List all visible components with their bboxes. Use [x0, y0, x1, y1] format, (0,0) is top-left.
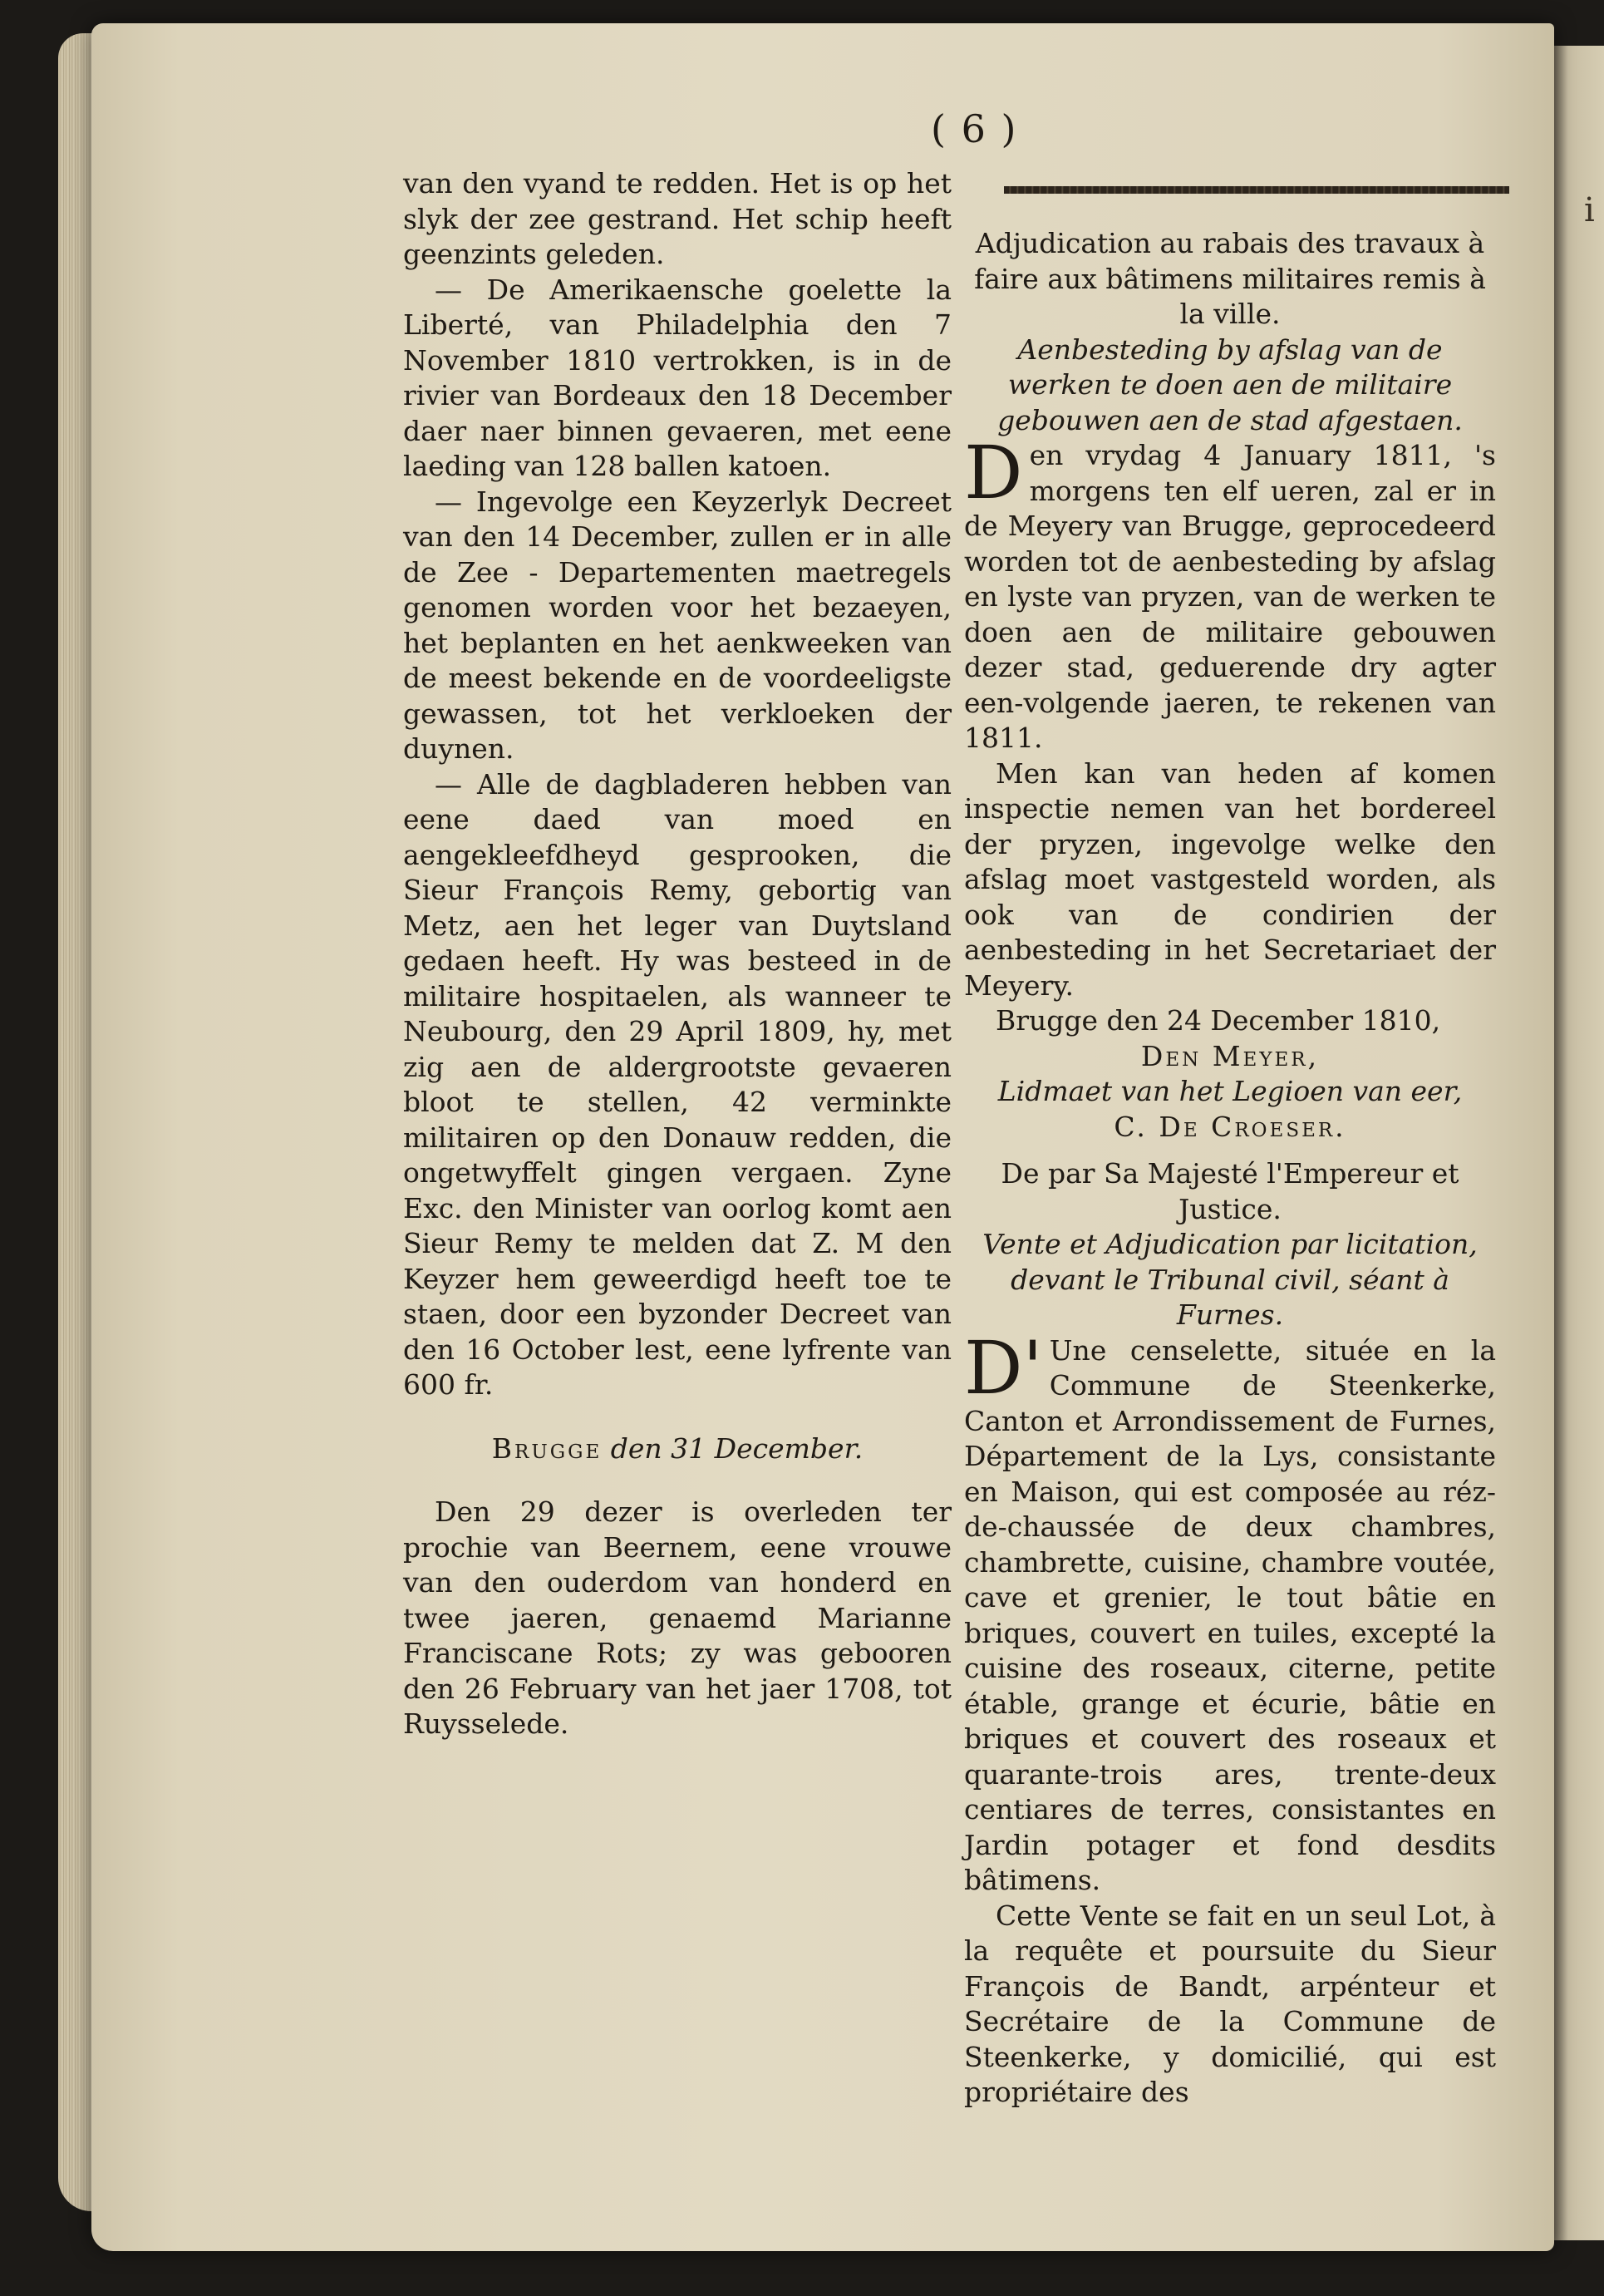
signature-role: Lidmaet van het Legioen van eer, [997, 1075, 1463, 1107]
left-paragraph-4: — Alle de dagbladeren hebben van eene daed van moed en aengekleefdheyd gesprooken, die Sieur François Remy, gebortig van Metz, aen het leger van Duytsland gedaen heeft. Hy was besteed in de militaire hospitaelen, als wanneer te Neubourg, den 29 April 1809, hy, met zig aen de aldergrootste gevaeren bloot te stellen, 42 verminkte militairen op den Donauw redden, die ongetwyffelt gingen vergaen. Zyne Exc. den Minister van oorlog komt aen Sieur Remy te melden dat Z. M den Keyzer hem geweerdigd heeft toe te staen, door een byzonder Decreet van den 16 October lest, eene lyfrente van 600 fr. [403, 767, 952, 1401]
heading-place: Brugge [491, 1431, 603, 1465]
left-paragraph-1: van den vyand te redden. Het is op het slyk der zee gestrand. Het schip heeft geenzints geleden. [403, 167, 952, 270]
sale-heading: Vente et Adjudication par licitation, devant le Tribunal civil, séant à Furnes. [982, 1228, 1478, 1331]
signature-title: Den Meyer, [1140, 1039, 1320, 1072]
right-column [964, 226, 1496, 2111]
notice-body-1: Den vrydag 4 January 1811, 's morgens ten elf ueren, zal er in de Meyery van Brugge, geprocedeerd worden tot de aenbesteding by afslag en lyste van pryzen, van de werken te doen aen de militaire gebouwen dezer stad, geduerende dry agter een-volgende jaeren, te rekenen van 1811. [964, 430, 1496, 754]
left-paragraph-3: — Ingevolge een Keyzerlyk Decreet van den 14 December, zullen er in alle de Zee - Departementen maetregels genomen worden voor het bezaeyen, het beplanten en het aenkweeken van de meest bekende en de voordeeligste gewassen, tot het verkloeken der duynen. [403, 485, 952, 765]
next-page-edge [1552, 46, 1604, 2240]
left-paragraph-5: Den 29 dezer is overleden ter prochie van Beernem, eene vrouwe van den ouderdom van honderd en twee jaeren, genaemd Marianne Franciscane Rots; zy was gebooren den 26 February van het jaer 1708, tot Ruysselede. [403, 1495, 952, 1740]
heading-date: den 31 December. [610, 1431, 864, 1465]
left-paragraph-2: — De Amerikaensche goelette la Liberté, van Philadelphia den 7 November 1810 vertrokken, is in de rivier van Bordeaux den 18 December daer naer binnen gevaeren, met eene laeding van 128 ballen katoen. [403, 273, 952, 482]
sale-body-2: Cette Vente se fait en un seul Lot, à la requête et poursuite du Sieur François de Bandt, arpénteur et Secrétaire de la Commune de Steenkerke, y domicilié, qui est propriétaire des [964, 1899, 1496, 2108]
notice-dateline: Brugge den 24 December 1810, [996, 1004, 1441, 1037]
page-number: ( 6 ) [931, 106, 1018, 151]
signature-name: C. De Croeser. [1114, 1110, 1346, 1143]
left-dateline-heading [403, 1431, 952, 1467]
sale-body-1: D'Une censelette, située en la Commune de Steenkerke, Canton et Arrondissement de Furnes, Département de la Lys, consistante en Maison, qui est composée au réz-de-chaussée de deux chambres, chambrette, cuisine, chambre voutée, cave et grenier, le tout bâtie en briques, couvert en tuiles, excepté la cuisine des roseaux, citerne, petite étable, grange et écurie, bâtie en briques et couvert des roseaux et quarante-trois ares, trente-deux centiares de terres, consistantes en Jardin potager et fond desdits bâtimens. [964, 1324, 1496, 1896]
notice-title-fr: Adjudication au rabais des travaux à faire aux bâtimens militaires remis à la ville. [974, 227, 1486, 330]
next-page-fragment: i [1584, 191, 1595, 229]
left-column [403, 166, 952, 1742]
notice-body-2: Men kan van heden af komen inspectie nemen van het bordereel der pryzen, ingevolge welke den afslag moet vastgesteld worden, als ook van de condirien der aenbesteding in het Secretariaet der Meyery. [964, 756, 1496, 1002]
column-rule [1004, 186, 1509, 194]
notice-title-nl: Aenbesteding by afslag van de werken te doen aen de militaire gebouwen aen de stad afgestaen. [997, 333, 1463, 436]
decree-heading: De par Sa Majesté l'Empereur et Justice. [1001, 1157, 1459, 1225]
